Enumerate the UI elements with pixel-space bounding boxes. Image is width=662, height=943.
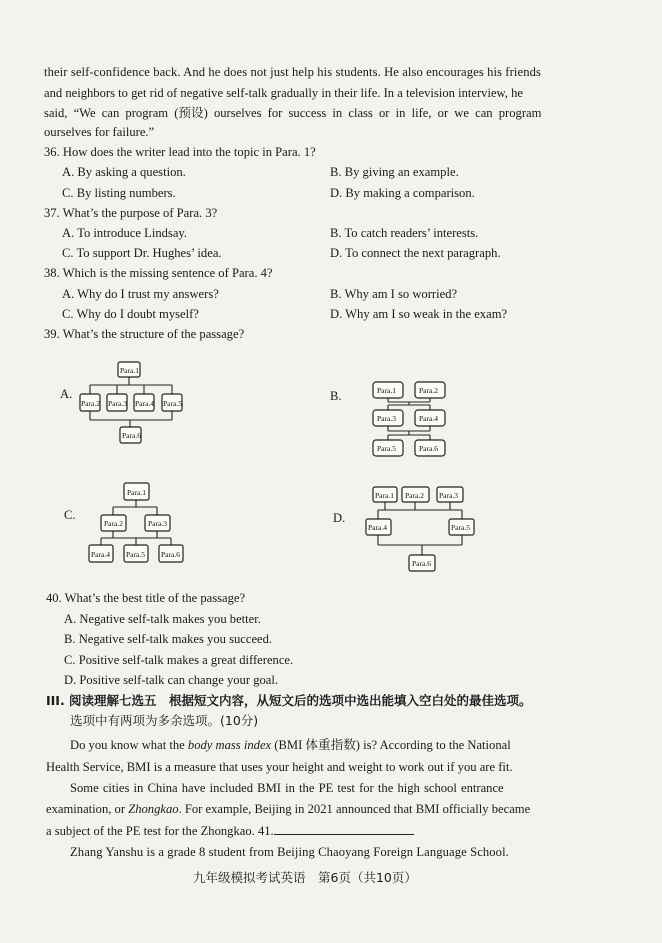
passage-line-4-part-b: . For example, Beijing in 2021 announced that BMI officially became [178,802,531,816]
question-38-stem: 38. Which is the missing sentence of Para. 4? [44,266,273,280]
intro-line-1: their self-confidence back. And he does not just help his students. He also encourages his friends [44,65,541,79]
diagram-c-para2: Para.2 [104,519,123,528]
diagram-c-para5: Para.5 [126,550,145,559]
diagram-d-para4: Para.4 [368,523,387,532]
diagram-d-para3: Para.3 [439,491,458,500]
passage-zhongkao-term: Zhongkao [128,802,179,816]
page-footer: 九年级模拟考试英语 第6页（共10页） [193,870,417,885]
passage-line-2: Health Service, BMI is a measure that uses your height and weight to work out if you are fit. [46,760,513,774]
passage-line-4 [46,801,530,817]
q40-option-d[interactable]: D. Positive self-talk can change your goal. [64,673,279,687]
passage-line-6: Zhang Yanshu is a grade 8 student from Beijing Chaoyang Foreign Language School. [70,845,509,859]
diagram-c-para4: Para.4 [91,550,110,559]
question-39-stem: 39. What’s the structure of the passage? [44,327,245,341]
q39-option-b-label[interactable]: B. [330,389,342,403]
diagram-c-para3: Para.3 [148,519,167,528]
diagram-a-para6: Para.6 [122,431,141,440]
diagram-d-para5: Para.5 [451,523,470,532]
q36-option-c[interactable]: C. By listing numbers. [62,186,176,200]
diagram-b-para2: Para.2 [419,386,438,395]
q37-option-c[interactable]: C. To support Dr. Hughes’ idea. [62,246,222,260]
q39-option-c-label[interactable]: C. [64,508,76,522]
q38-option-d[interactable]: D. Why am I so weak in the exam? [330,307,508,321]
passage-line-1-part-b: (BMI 体重指数) is? According to the National [271,738,511,752]
diagram-a-para4: Para.4 [135,399,154,408]
q39-option-a-label[interactable]: A. [60,387,73,401]
question-37-stem: 37. What’s the purpose of Para. 3? [44,206,218,220]
q40-option-b[interactable]: B. Negative self-talk makes you succeed. [64,632,273,646]
diagram-d-para6: Para.6 [412,559,431,568]
diagram-a-para5: Para.5 [163,399,182,408]
diagram-b-para3: Para.3 [377,414,396,423]
q38-option-a[interactable]: A. Why do I trust my answers? [62,287,219,301]
diagram-b-para5: Para.5 [377,444,396,453]
q36-option-d[interactable]: D. By making a comparison. [330,186,475,200]
answer-blank-41[interactable] [274,822,414,835]
intro-line-3: said, “We can program (预设) ourselves for success in class or in life, or we can program [44,106,542,120]
diagram-c-para1: Para.1 [127,488,146,497]
q38-option-b[interactable]: B. Why am I so worried? [330,287,458,301]
question-40-stem: 40. What’s the best title of the passage? [46,591,246,605]
intro-line-4: ourselves for failure.” [44,125,155,139]
diagram-c-para6: Para.6 [161,550,180,559]
passage-line-4-part-a: examination, or [46,802,129,816]
q36-option-a[interactable]: A. By asking a question. [62,165,186,179]
passage-line-3: Some cities in China have included BMI in the PE test for the high school entrance [70,781,504,795]
q39-option-d-label[interactable]: D. [333,511,346,525]
q37-option-d[interactable]: D. To connect the next paragraph. [330,246,501,260]
diagram-a-para1: Para.1 [120,366,139,375]
diagram-b-para4: Para.4 [419,414,438,423]
q40-option-a[interactable]: A. Negative self-talk makes you better. [64,612,261,626]
section-3-heading-2: 选项中有两项为多余选项。(10分) [70,713,259,728]
q37-option-a[interactable]: A. To introduce Lindsay. [62,226,188,240]
passage-line-1 [70,737,511,753]
diagram-d-para2: Para.2 [405,491,424,500]
section-3-heading: III. 阅读理解七选五 根据短文内容，从短文后的选项中选出能填入空白处的最佳选项。 [46,693,532,708]
diagram-b-para1: Para.1 [377,386,396,395]
diagram-a-para2: Para.2 [81,399,100,408]
q40-option-c[interactable]: C. Positive self-talk makes a great difference. [64,653,294,667]
diagram-d-para1: Para.1 [375,491,394,500]
diagram-a-para3: Para.3 [108,399,127,408]
q38-option-c[interactable]: C. Why do I doubt myself? [62,307,199,321]
passage-line-5-text: a subject of the PE test for the Zhongkao. 41. [46,824,274,838]
diagram-b-para6: Para.6 [419,444,438,453]
q37-option-b[interactable]: B. To catch readers’ interests. [330,226,479,240]
passage-line-5 [46,822,414,839]
passage-line-1-part-a: Do you know what the [70,738,188,752]
passage-bmi-term: body mass index [187,738,272,752]
q36-option-b[interactable]: B. By giving an example. [330,165,459,179]
question-36-stem: 36. How does the writer lead into the topic in Para. 1? [44,145,316,159]
intro-line-2: and neighbors to get rid of negative self-talk gradually in their life. In a television interview, he [44,86,523,100]
